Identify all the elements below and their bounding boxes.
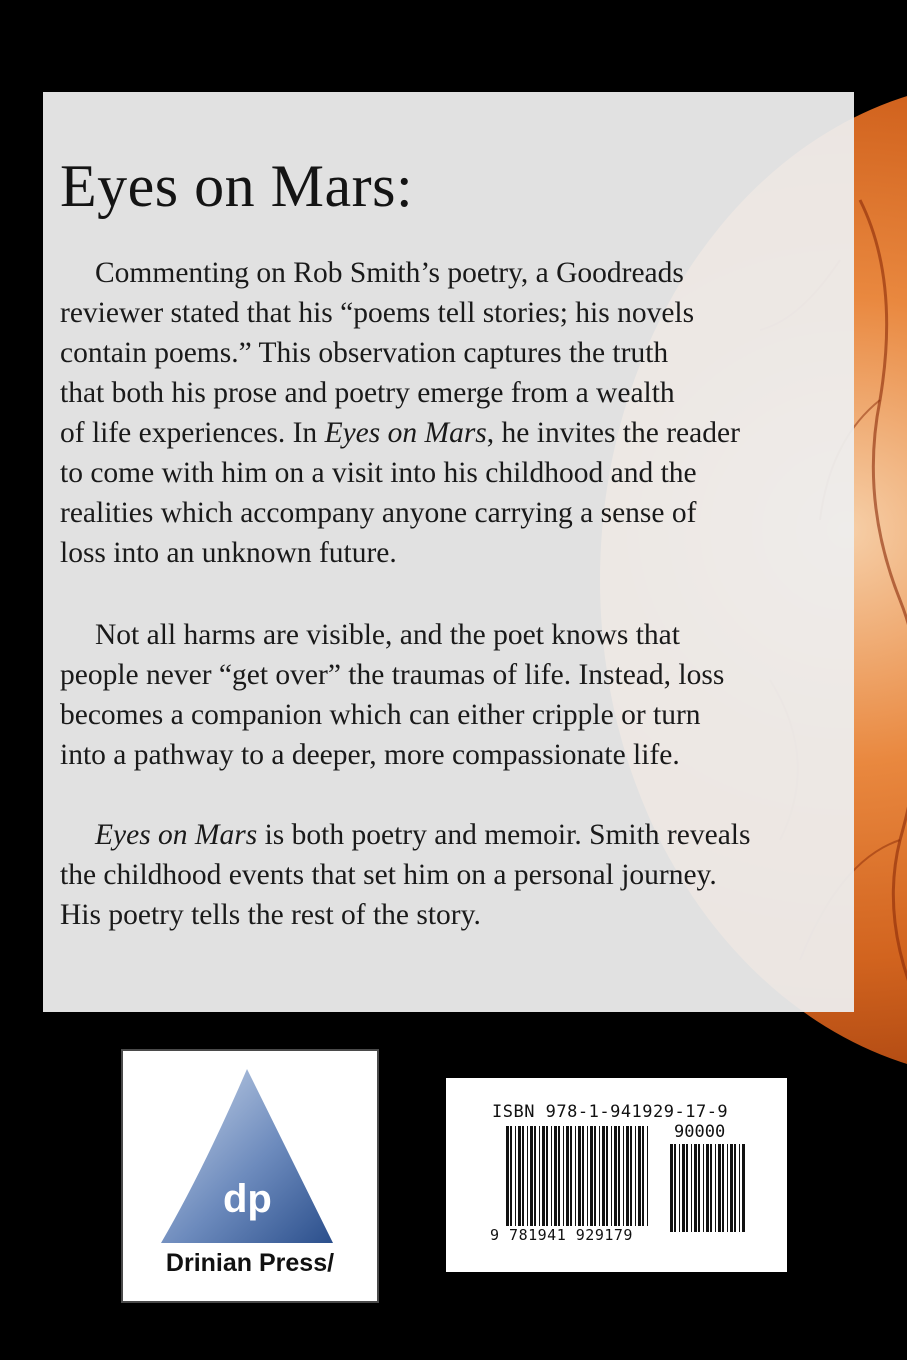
barcode-bar (635, 1126, 636, 1226)
barcode-bar (722, 1144, 724, 1232)
barcode-bar (742, 1144, 745, 1232)
barcode-bar (558, 1126, 560, 1226)
barcode-bar (698, 1144, 700, 1232)
paragraph-1-line-5 (60, 413, 850, 453)
barcode-bar (706, 1144, 709, 1232)
barcode-bar (718, 1144, 721, 1232)
paragraph-1-line-7: realities which accompany anyone carrying a sense of (60, 497, 697, 529)
barcode-bar (575, 1126, 576, 1226)
barcode-bar (611, 1126, 612, 1226)
barcode-bar (551, 1126, 552, 1226)
paragraph-1-line-3: contain poems.” This observation captures the truth (60, 337, 669, 369)
barcode-bar (594, 1126, 596, 1226)
barcode-bar (522, 1126, 524, 1226)
barcode-bar (602, 1126, 605, 1226)
isbn-barcode (446, 1078, 787, 1272)
barcode-bar (554, 1126, 557, 1226)
book-title-italic-2: Eyes on Mars (95, 819, 258, 851)
barcode-bar (563, 1126, 564, 1226)
barcode-bar (539, 1126, 540, 1226)
barcode-bar (606, 1126, 608, 1226)
paragraph-3-line-1 (60, 815, 850, 855)
barcode-bar (582, 1126, 584, 1226)
publisher-logo (121, 1049, 379, 1303)
barcode-bar (587, 1126, 588, 1226)
barcode-bar (630, 1126, 632, 1226)
paragraph-2-line-3: becomes a companion which can either cripple or turn (60, 699, 701, 731)
paragraph-3-line-3: His poetry tells the rest of the story. (60, 899, 481, 931)
barcode-digits: 9 781941 929179 (490, 1226, 633, 1244)
barcode-bar (515, 1126, 516, 1226)
barcode-bar (734, 1144, 736, 1232)
barcode-bar (730, 1144, 733, 1232)
barcode-bar (623, 1126, 624, 1226)
paragraph-1-line-2: reviewer stated that his “poems tell stories; his novels (60, 297, 695, 329)
paragraph-1-line-5-start: of life experiences. In (60, 417, 325, 449)
publisher-name: Drinian Press/ (165, 1249, 335, 1277)
barcode-bar (578, 1126, 581, 1226)
barcode-bar (694, 1144, 697, 1232)
barcode-bar (599, 1126, 600, 1226)
barcode-bar (674, 1144, 676, 1232)
book-title-italic: Eyes on Mars (324, 417, 487, 449)
barcode-bar (518, 1126, 521, 1226)
barcode-bar (534, 1126, 536, 1226)
barcode-bar (570, 1126, 572, 1226)
barcode-bar (682, 1144, 685, 1232)
paragraph-2-line-4: into a pathway to a deeper, more compassionate life. (60, 739, 680, 771)
barcode-bar (614, 1126, 617, 1226)
barcode-bar (691, 1144, 692, 1232)
paragraph-3-line-2: the childhood events that set him on a personal journey. (60, 859, 717, 891)
barcode-bar (739, 1144, 740, 1232)
barcode-bar (510, 1126, 512, 1226)
paragraph-1 (60, 253, 850, 573)
barcode-bar (530, 1126, 533, 1226)
barcode-bar (679, 1144, 680, 1232)
paragraph-1-line-6: to come with him on a visit into his childhood and the (60, 457, 697, 489)
barcode-bar (566, 1126, 569, 1226)
isbn-label: ISBN 978-1-941929-17-9 (492, 1102, 729, 1122)
paragraph-2 (60, 615, 850, 775)
paragraph-3-line-1-end: is both poetry and memoir. Smith reveals (257, 819, 751, 851)
logo-letters: dp (223, 1177, 272, 1221)
barcode-bar (715, 1144, 716, 1232)
book-title: Eyes on Mars: (60, 153, 414, 219)
barcode-bar (638, 1126, 641, 1226)
paragraph-2-line-1: Not all harms are visible, and the poet knows that (95, 619, 680, 651)
barcode-bar (618, 1126, 620, 1226)
paragraph-1-line-8: loss into an unknown future. (60, 537, 397, 569)
barcode-bar (703, 1144, 704, 1232)
barcode-bar (670, 1144, 673, 1232)
barcode-bar (686, 1144, 688, 1232)
paragraph-1-line-5-end: , he invites the reader (486, 417, 740, 449)
barcode-bar (590, 1126, 593, 1226)
paragraph-1-line-4: that both his prose and poetry emerge from a wealth (60, 377, 675, 409)
barcode-bar (542, 1126, 545, 1226)
paragraph-2-line-2: people never “get over” the traumas of life. Instead, loss (60, 659, 725, 691)
barcode-bar (626, 1126, 629, 1226)
paragraph-3 (60, 815, 850, 935)
barcode-bar (710, 1144, 712, 1232)
price-code: 90000 (674, 1122, 726, 1142)
barcode-bar (546, 1126, 548, 1226)
barcode-bar (727, 1144, 728, 1232)
barcode-bar (642, 1126, 644, 1226)
barcode-bar (506, 1126, 509, 1226)
barcode-bar (647, 1126, 648, 1226)
barcode-bar (527, 1126, 528, 1226)
paragraph-1-line-1: Commenting on Rob Smith’s poetry, a Goodreads (95, 257, 684, 289)
